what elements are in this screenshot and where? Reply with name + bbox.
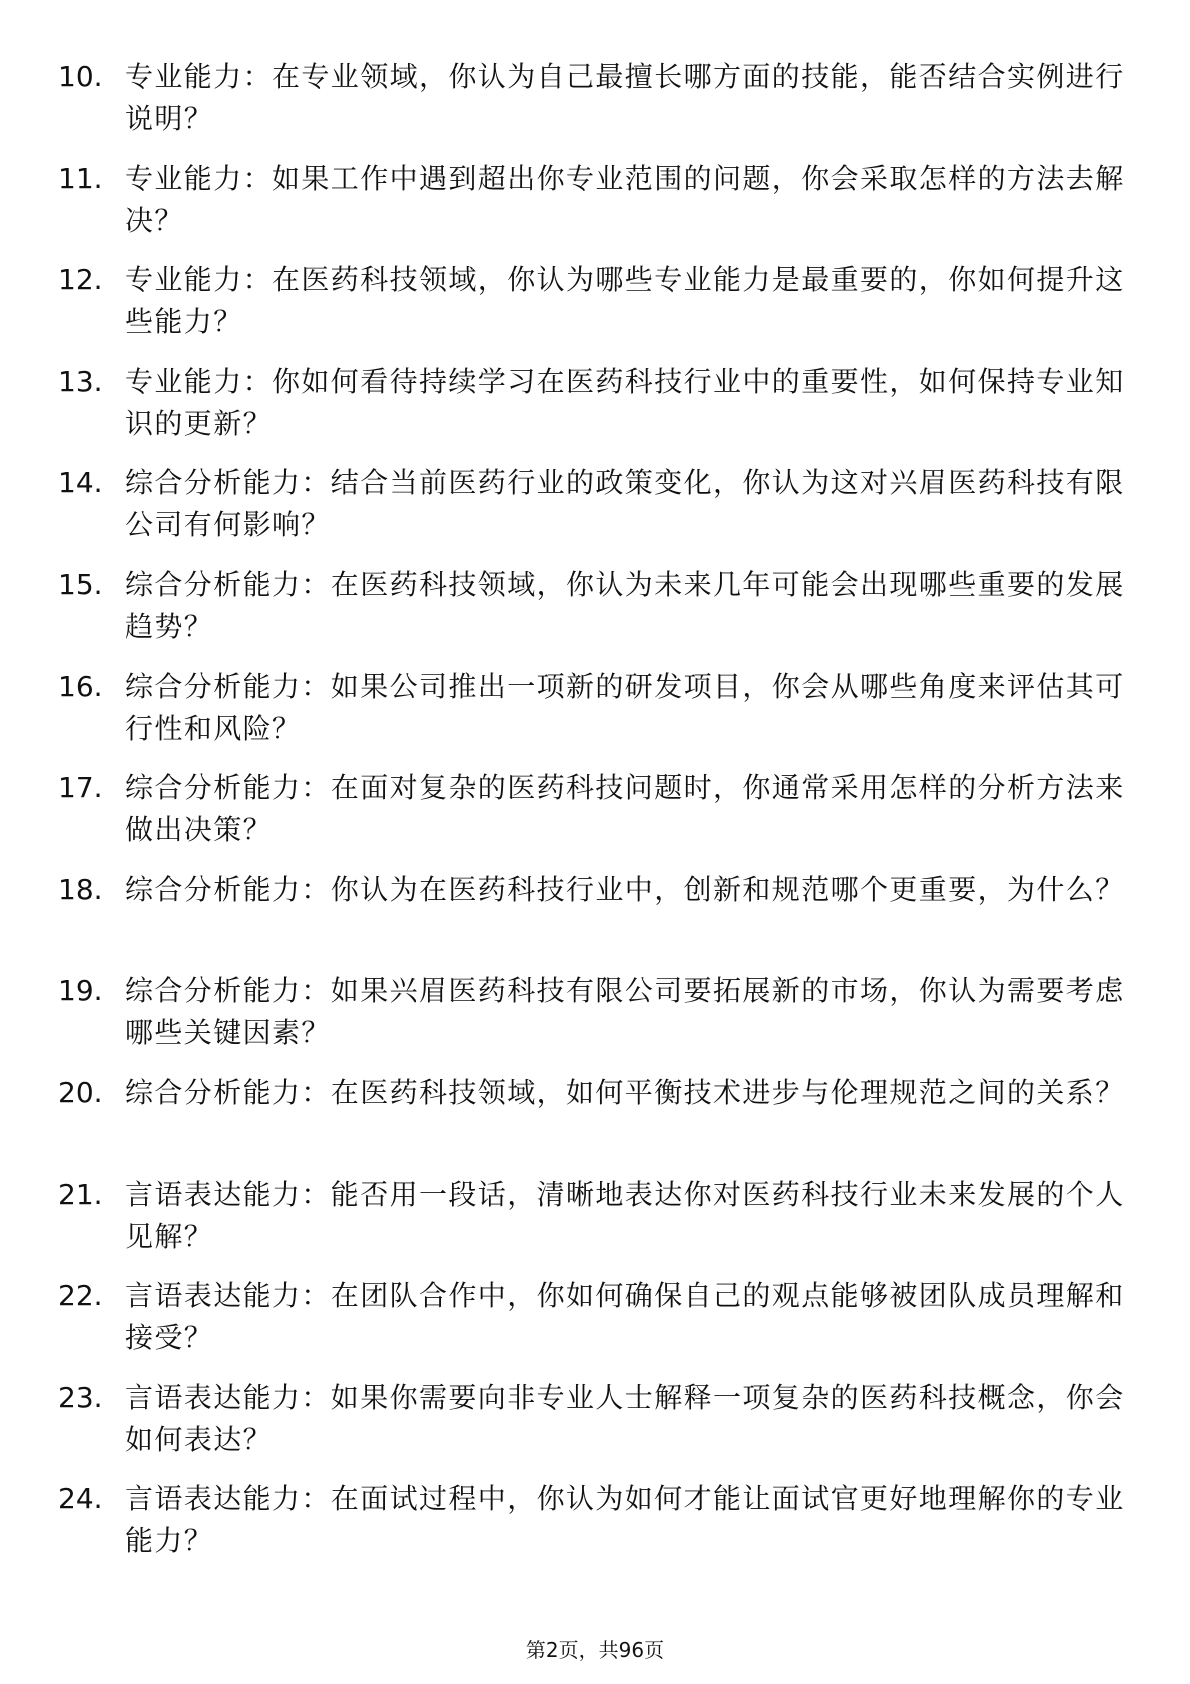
- question-number: 11.: [58, 161, 103, 195]
- question-item: [0, 1373, 1190, 1475]
- question-item: [0, 966, 1190, 1068]
- question-text: 言语表达能力：能否用一段话，清晰地表达你对医药科技行业未来发展的个人见解？: [125, 1177, 1125, 1253]
- question-number: 24.: [58, 1482, 103, 1516]
- question-item: [0, 458, 1190, 560]
- question-number: 10.: [58, 60, 103, 93]
- question-number: 15.: [58, 567, 103, 601]
- question-number: 12.: [58, 263, 103, 297]
- question-list: [0, 52, 1190, 1576]
- question-text: 专业能力：如果工作中遇到超出你专业范围的问题，你会采取怎样的方法去解决？: [125, 161, 1125, 237]
- question-text: 专业能力：你如何看待持续学习在医药科技行业中的重要性，如何保持专业知识的更新？: [125, 364, 1125, 440]
- question-item: [0, 560, 1190, 662]
- question-text: 言语表达能力：如果你需要向非专业人士解释一项复杂的医药科技概念，你会如何表达？: [125, 1380, 1125, 1456]
- question-text: 综合分析能力：如果兴眉医药科技有限公司要拓展新的市场，你认为需要考虑哪些关键因素？: [125, 974, 1125, 1050]
- question-text: 综合分析能力：在面对复杂的医药科技问题时，你通常采用怎样的分析方法来做出决策？: [125, 771, 1125, 847]
- question-text: 专业能力：在专业领域，你认为自己最擅长哪方面的技能，能否结合实例进行说明？: [125, 60, 1125, 135]
- question-text: 综合分析能力：在医药科技领域，你认为未来几年可能会出现哪些重要的发展趋势？: [125, 567, 1125, 643]
- question-text: 综合分析能力：在医药科技领域，如何平衡技术进步与伦理规范之间的关系？: [125, 1075, 1125, 1109]
- question-number: 18.: [58, 872, 103, 906]
- question-number: 23.: [58, 1380, 103, 1414]
- question-item: [0, 1271, 1190, 1373]
- question-item: [0, 763, 1190, 865]
- question-number: 22.: [58, 1279, 103, 1313]
- page-footer: 第2页，共96页: [525, 1638, 665, 1662]
- question-item: [0, 1170, 1190, 1272]
- question-number: 21.: [58, 1177, 103, 1211]
- question-text: 综合分析能力：如果公司推出一项新的研发项目，你会从哪些角度来评估其可行性和风险？: [125, 669, 1125, 745]
- question-item: [0, 154, 1190, 256]
- question-number: 17.: [58, 771, 103, 805]
- question-item: [0, 1068, 1190, 1170]
- question-text: 专业能力：在医药科技领域，你认为哪些专业能力是最重要的，你如何提升这些能力？: [125, 263, 1125, 339]
- question-text: 综合分析能力：你认为在医药科技行业中，创新和规范哪个更重要，为什么？: [125, 872, 1125, 906]
- question-item: [0, 865, 1190, 967]
- question-number: 14.: [58, 466, 103, 500]
- question-number: 16.: [58, 669, 103, 703]
- question-text: 综合分析能力：结合当前医药行业的政策变化，你认为这对兴眉医药科技有限公司有何影响？: [125, 466, 1125, 542]
- question-item: [0, 52, 1190, 154]
- question-item: [0, 357, 1190, 459]
- question-item: [0, 1474, 1190, 1576]
- question-text: 言语表达能力：在面试过程中，你认为如何才能让面试官更好地理解你的专业能力？: [125, 1482, 1125, 1558]
- question-number: 13.: [58, 364, 103, 398]
- question-text: 言语表达能力：在团队合作中，你如何确保自己的观点能够被团队成员理解和接受？: [125, 1279, 1125, 1355]
- question-item: [0, 662, 1190, 764]
- question-number: 20.: [58, 1075, 103, 1109]
- question-item: [0, 255, 1190, 357]
- question-number: 19.: [58, 974, 103, 1008]
